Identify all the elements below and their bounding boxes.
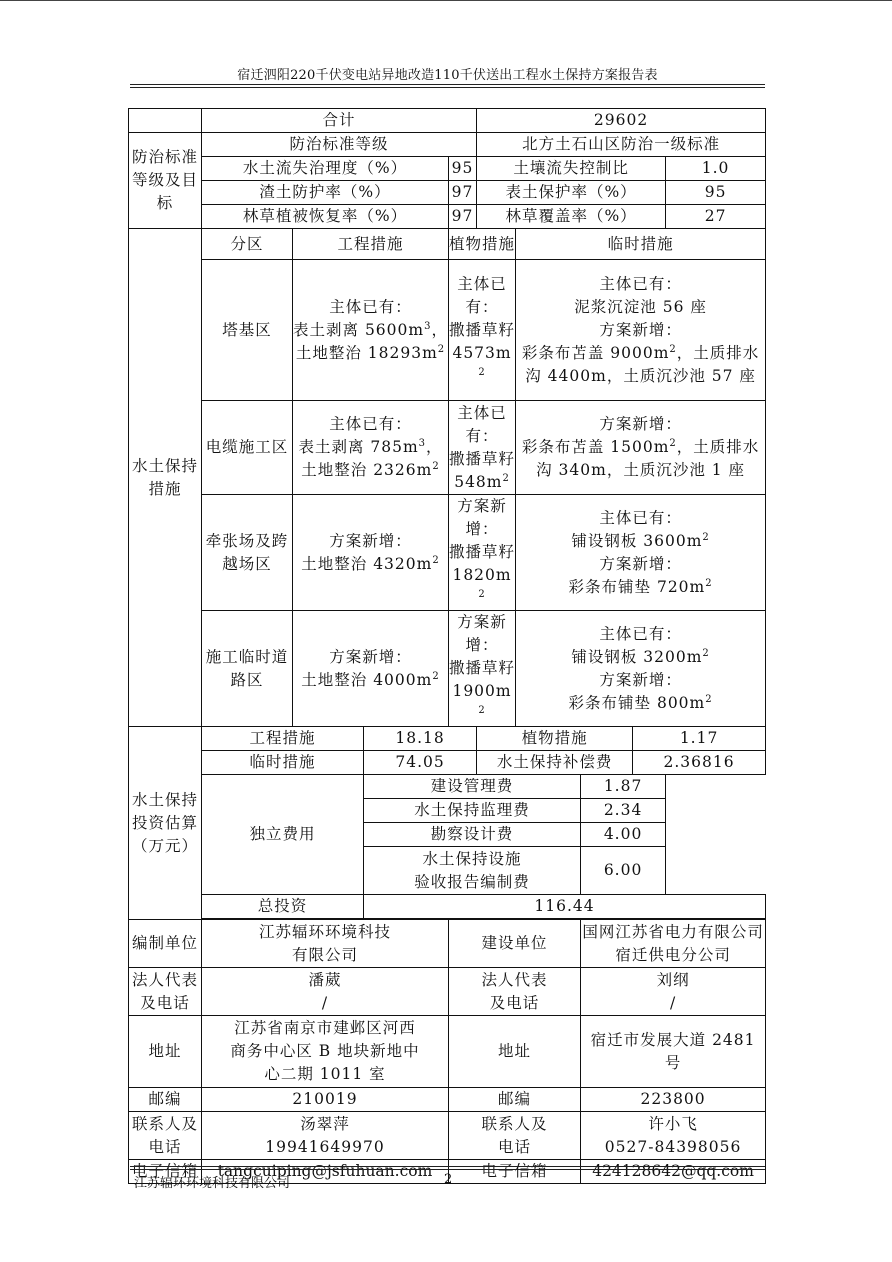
total-label: 合计: [202, 109, 477, 133]
investment-row-2: [129, 751, 766, 775]
contact-label-left: 联系人及 电话: [129, 1112, 202, 1160]
standard-row-2: [129, 181, 766, 205]
investment-eng-value: 18.18: [364, 727, 477, 751]
supervision-fee-value: 2.34: [581, 799, 666, 823]
investment-row-mgmt: [129, 775, 766, 799]
investment-veg-value: 1.17: [633, 727, 766, 751]
zip-label-left: 邮编: [129, 1088, 202, 1112]
zone-engineering-measures: 主体已有： 表土剥离 $785m^3$， 土地整治 $2326m^2$: [293, 401, 449, 495]
management-fee-label: 建设管理费: [364, 775, 581, 799]
legal-rep-label-right: 法人代表 及电话: [449, 968, 581, 1016]
report-table: [128, 108, 766, 1184]
address-label-left: 地址: [129, 1016, 202, 1088]
control-degree-label: 水土流失治理度（%）: [202, 157, 449, 181]
zone-row-cable: [129, 401, 766, 495]
col-temporary-header: 临时措施: [516, 229, 766, 260]
zip-value-left: 210019: [202, 1088, 449, 1112]
zone-vegetation-measures: 方案新增： 撒播草籽 $1900m^2$: [449, 611, 516, 727]
zone-vegetation-measures: 主体已有： 撒播草籽 $548m^2$: [449, 401, 516, 495]
compiler-label: 编制单位: [129, 920, 202, 968]
footer-rule-thin: [130, 1169, 765, 1170]
zone-row-road: [129, 611, 766, 727]
vegetation-restoration-label: 林草植被恢复率（%）: [202, 205, 449, 229]
zone-temporary-measures: 主体已有： 铺设钢板 $3200m^2$ 方案新增： 彩条布铺垫 $800m^2$: [516, 611, 766, 727]
legal-rep-row: [129, 968, 766, 1016]
survey-design-fee-value: 4.00: [581, 823, 666, 847]
investment-total-row: [129, 895, 766, 919]
email-label-right: 电子信箱: [449, 1160, 581, 1184]
footer-company-name: 江苏辐环环境科技有限公司: [134, 1176, 291, 1191]
standard-row-1: [129, 157, 766, 181]
investment-compensation-value: 2.36816: [633, 751, 766, 775]
address-label-right: 地址: [449, 1016, 581, 1088]
compiler-value: 江苏辐环环境科技 有限公司: [202, 920, 449, 968]
soil-loss-ratio-label: 土壤流失控制比: [477, 157, 666, 181]
investment-veg-label: 植物措施: [477, 727, 633, 751]
header-rule-thin: [130, 87, 765, 88]
slag-protection-value: 97: [449, 181, 477, 205]
builder-label: 建设单位: [449, 920, 581, 968]
email-value-right: 424128642@qq.com: [581, 1160, 766, 1184]
standard-grade-value: 北方土石山区防治一级标准: [477, 133, 766, 157]
zone-temporary-measures: 主体已有： 泥浆沉淀池 56 座 方案新增： 彩条布苫盖 $9000m^2$，土质排水沟 4400m，土质沉沙池 57 座: [516, 260, 766, 401]
slag-protection-label: 渣土防护率（%）: [202, 181, 449, 205]
col-engineering-header: 工程措施: [293, 229, 449, 260]
investment-tmp-value: 74.05: [364, 751, 477, 775]
contact-label-right: 联系人及 电话: [449, 1112, 581, 1160]
vegetation-coverage-value: 27: [666, 205, 766, 229]
address-value-right: 宿迁市发展大道 2481 号: [581, 1016, 766, 1088]
vegetation-coverage-label: 林草覆盖率（%）: [477, 205, 666, 229]
soil-loss-ratio-value: 1.0: [666, 157, 766, 181]
contact-value-right: 许小飞 0527-84398056: [581, 1112, 766, 1160]
page-number: 2: [444, 1172, 453, 1187]
builder-value: 国网江苏省电力有限公司 宿迁供电分公司: [581, 920, 766, 968]
col-vegetation-header: 植物措施: [449, 229, 516, 260]
total-value: 29602: [477, 109, 766, 133]
col-zone-header: 分区: [202, 229, 293, 260]
independent-cost-label: 独立费用: [202, 775, 364, 895]
zone-engineering-measures: 方案新增： 土地整治 $4320m^2$: [293, 495, 449, 611]
total-area-row: [129, 109, 766, 133]
investment-compensation-label: 水土保持补偿费: [477, 751, 633, 775]
zone-temporary-measures: 方案新增： 彩条布苫盖 $1500m^2$，土质排水沟 340m，土质沉沙池 1 座: [516, 401, 766, 495]
investment-section-label: 水土保持投资估算（万元）: [129, 727, 202, 920]
email-label-left: 电子信箱: [129, 1160, 202, 1184]
address-row: [129, 1016, 766, 1088]
topsoil-protection-value: 95: [666, 181, 766, 205]
zip-row: [129, 1088, 766, 1112]
acceptance-fee-label: 水土保持设施 验收报告编制费: [364, 847, 581, 895]
zone-engineering-measures: 方案新增： 土地整治 $4000m^2$: [293, 611, 449, 727]
footer-rule: [130, 1166, 765, 1167]
page-header-title: 宿迁泗阳220千伏变电站异地改造110千伏送出工程水土保持方案报告表: [237, 68, 658, 83]
standard-grade-label: 防治标准等级: [202, 133, 477, 157]
top-border-line: [0, 0, 892, 1]
measures-section-label: 水土保持措施: [129, 229, 202, 727]
standard-row-3: [129, 205, 766, 229]
measures-header-row: [129, 229, 766, 260]
total-blank-cell: [129, 109, 202, 133]
supervision-fee-label: 水土保持监理费: [364, 799, 581, 823]
legal-rep-label-left: 法人代表 及电话: [129, 968, 202, 1016]
legal-rep-value-right: 刘纲 /: [581, 968, 766, 1016]
acceptance-fee-value: 6.00: [581, 847, 666, 895]
zone-name: 塔基区: [202, 260, 293, 401]
standard-grade-row: [129, 133, 766, 157]
zone-temporary-measures: 主体已有： 铺设钢板 $3600m^2$ 方案新增： 彩条布铺垫 $720m^2$: [516, 495, 766, 611]
contact-row: [129, 1112, 766, 1160]
topsoil-protection-label: 表土保护率（%）: [477, 181, 666, 205]
zone-engineering-measures: 主体已有： 表土剥离 $5600m^3$， 土地整治 $18293m^2$: [293, 260, 449, 401]
vegetation-restoration-value: 97: [449, 205, 477, 229]
legal-rep-value-left: 潘葳 /: [202, 968, 449, 1016]
zip-value-right: 223800: [581, 1088, 766, 1112]
contact-value-left: 汤翠萍 19941649970: [202, 1112, 449, 1160]
zone-row-tension: [129, 495, 766, 611]
zone-row-tower: [129, 260, 766, 401]
zone-name: 施工临时道路区: [202, 611, 293, 727]
header-rule: [130, 84, 765, 85]
zone-vegetation-measures: 方案新增： 撒播草籽 $1820m^2$: [449, 495, 516, 611]
zip-label-right: 邮编: [449, 1088, 581, 1112]
investment-row-1: [129, 727, 766, 751]
control-degree-value: 95: [449, 157, 477, 181]
zone-name: 牵张场及跨越场区: [202, 495, 293, 611]
units-row: [129, 920, 766, 968]
standard-section-label: 防治标准等级及目标: [129, 133, 202, 229]
survey-design-fee-label: 勘察设计费: [364, 823, 581, 847]
total-investment-label: 总投资: [202, 895, 364, 919]
investment-tmp-label: 临时措施: [202, 751, 364, 775]
zone-name: 电缆施工区: [202, 401, 293, 495]
email-value-left: tangcuiping@jsfuhuan.com: [202, 1160, 449, 1184]
zone-vegetation-measures: 主体已有： 撒播草籽 $4573m^2$: [449, 260, 516, 401]
investment-eng-label: 工程措施: [202, 727, 364, 751]
total-investment-value: 116.44: [364, 895, 766, 919]
address-value-left: 江苏省南京市建邺区河西 商务中心区 B 地块新地中 心二期 1011 室: [202, 1016, 449, 1088]
management-fee-value: 1.87: [581, 775, 666, 799]
